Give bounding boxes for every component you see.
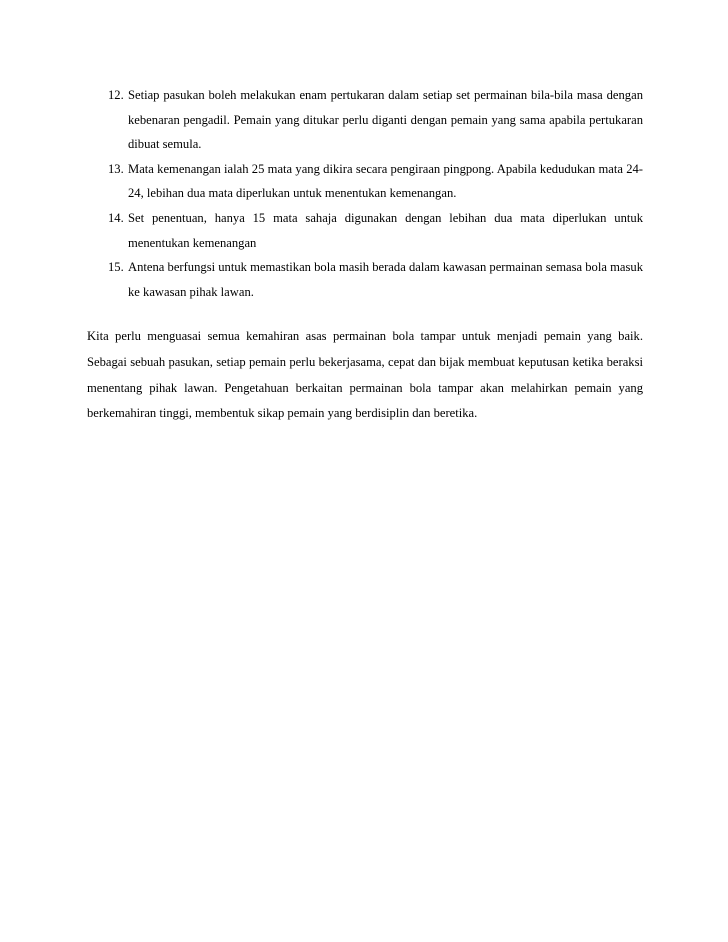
rule-number: 15.	[108, 260, 124, 275]
conclusion-paragraph: Kita perlu menguasai semua kemahiran asas permainan bola tampar untuk menjadi pemain yang baik. Sebagai sebuah pasukan, setiap pemain perlu bekerjasama, cepat dan bijak membuat keputusan ketika beraksi menentang pihak lawan. Pengetahuan berkaitan permainan bola tampar akan melahirkan pemain yang berkemahiran tinggi, membentuk sikap pemain yang berdisiplin dan beretika.	[87, 329, 643, 421]
rule-text: Mata kemenangan ialah 25 mata yang dikira secara pengiraan pingpong. Apabila kedudukan mata 24-24, lebihan dua mata diperlukan untuk menentukan kemenangan.	[128, 161, 643, 201]
rule-text: Set penentuan, hanya 15 mata sahaja digunakan dengan lebihan dua mata diperlukan untuk menentukan kemenangan	[128, 210, 643, 250]
rule-item-14	[108, 206, 643, 255]
rule-number: 13.	[108, 161, 124, 176]
rule-item-15	[108, 255, 643, 304]
rule-text: Antena berfungsi untuk memastikan bola masih berada dalam kawasan permainan semasa bola masuk ke kawasan pihak lawan.	[128, 260, 643, 299]
rule-item-13	[108, 157, 643, 206]
rule-number: 14.	[108, 210, 124, 225]
rules-list	[108, 83, 643, 304]
rule-text: Setiap pasukan boleh melakukan enam pertukaran dalam setiap set permainan bila-bila masa dengan kebenaran pengadil. Pemain yang ditukar perlu diganti dengan pemain yang sama apabila pertukaran dibuat semula.	[128, 88, 643, 152]
rule-number: 12.	[108, 88, 124, 102]
rule-item-12	[108, 83, 643, 157]
